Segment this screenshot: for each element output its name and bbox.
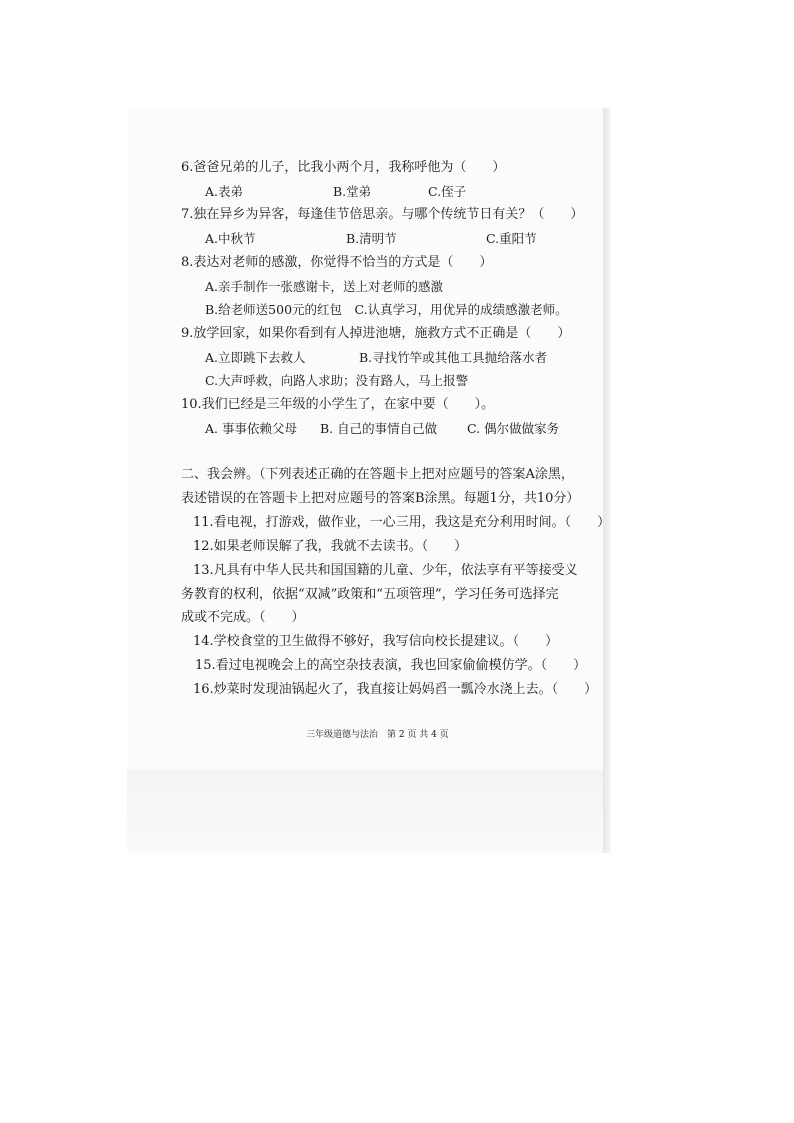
question-6-option-b: B.堂弟 [333,184,372,199]
question-6-option-a: A.表弟 [205,184,244,199]
question-13-line-2: 务教育的权利，依据“双减”政策和“五项管理”，学习任务可选择完 [181,587,559,602]
question-9-option-b: B.寻找竹竿或其他工具抛给落水者 [359,350,548,365]
question-7-option-a: A.中秋节 [205,231,256,246]
section-2-instructions: 表述错误的在答题卡上把对应题号的答案B涂黑。每题1分，共10分） [181,491,580,506]
section-2-heading: 二、我会辨。（下列表述正确的在答题卡上把对应题号的答案A涂黑， [181,467,574,482]
question-10-option-b: B. 自己的事情自己做 [320,421,438,436]
question-16: 16.炒菜时发现油锅起火了，我直接让妈妈舀一瓢冷水浇上去。（ ） [193,682,598,697]
scan-edge [603,108,611,853]
page-footer: 三年级道德与法治 第 2 页 共 4 页 [306,730,449,740]
question-11: 11.看电视，打游戏，做作业，一心三用，我这是充分利用时间。（ ） [193,515,611,530]
question-9-option-c: C.大声呼救，向路人求助；没有路人，马上报警 [205,373,469,388]
question-8-option-a: A.亲手制作一张感谢卡，送上对老师的感激 [205,279,444,294]
question-7-option-c: C.重阳节 [486,231,537,246]
question-9: 9.放学回家，如果你看到有人掉进池塘，施救方式不正确是（ ） [181,326,571,341]
question-13-line-3: 成或不完成。（ ） [181,610,305,625]
question-8-option-b-c: B.给老师送500元的红包 C.认真学习，用优异的成绩感激老师。 [205,302,568,317]
question-6-option-c: C.侄子 [428,184,467,199]
question-8: 8.表达对老师的感激，你觉得不恰当的方式是（ ） [181,255,493,270]
question-14: 14.学校食堂的卫生做得不够好，我写信向校长提建议。（ ） [193,634,559,649]
question-15: 15.看过电视晚会上的高空杂技表演，我也回家偷偷模仿学。（ ） [195,658,587,673]
question-10-option-a: A. 事事依赖父母 [205,421,297,436]
question-9-option-a: A.立即跳下去救人 [205,350,306,365]
question-7: 7.独在异乡为异客，每逢佳节倍思亲。与哪个传统节日有关？（ ） [181,207,584,222]
question-13-line-1: 13.凡具有中华人民共和国国籍的儿童、少年，依法享有平等接受义 [193,563,578,578]
question-6: 6.爸爸兄弟的儿子，比我小两个月，我称呼他为（ ） [181,160,506,175]
question-12: 12.如果老师误解了我，我就不去读书。（ ） [193,539,468,554]
question-7-option-b: B.清明节 [346,231,397,246]
scan-shadow [127,770,608,853]
question-10-option-c: C. 偶尔做做家务 [467,421,560,436]
question-10: 10.我们已经是三年级的小学生了，在家中要（ ）。 [181,397,495,412]
